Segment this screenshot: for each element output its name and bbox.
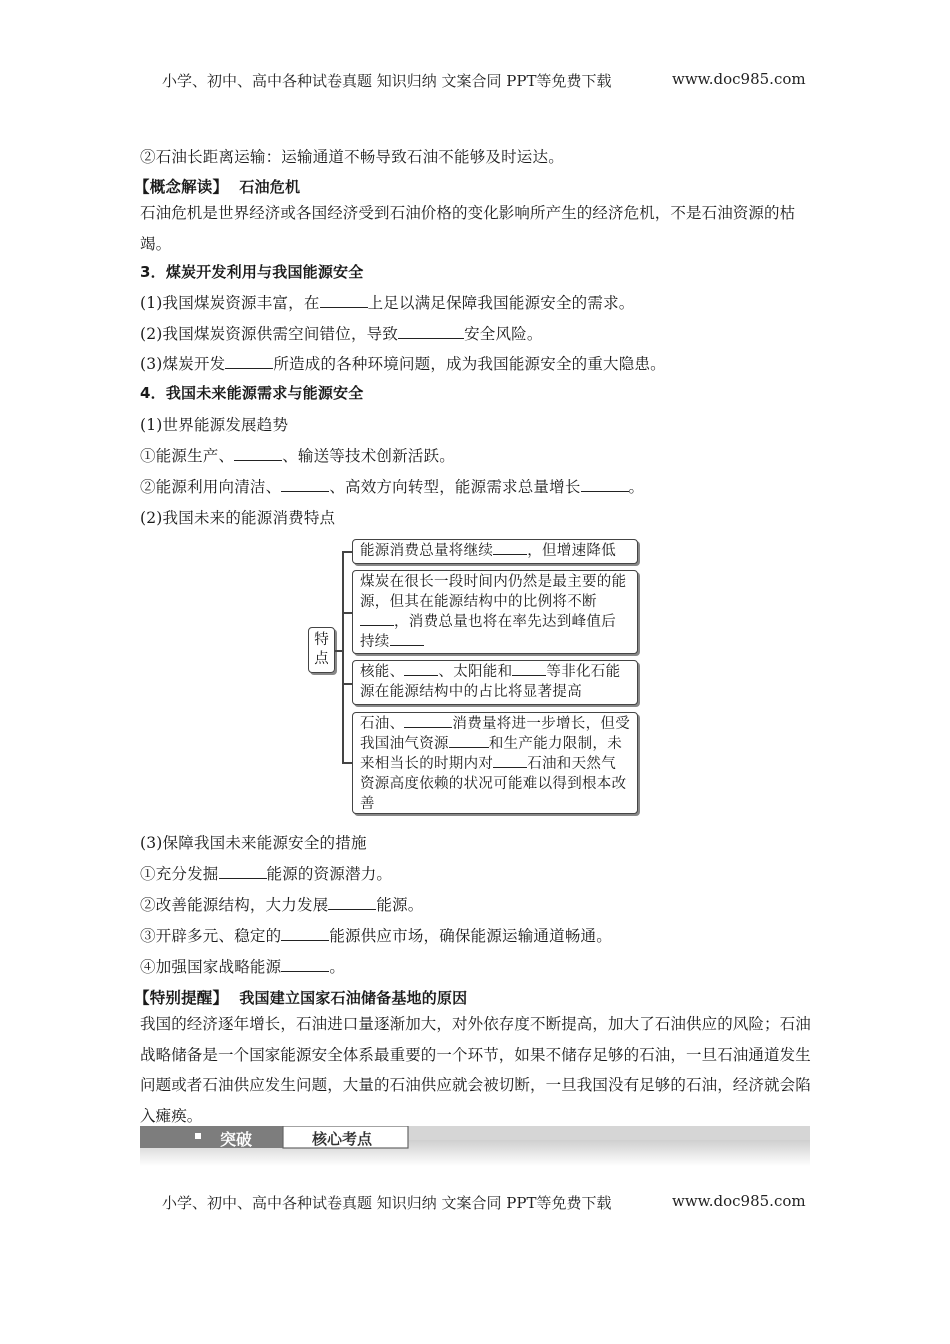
fill-blank[interactable] — [404, 714, 452, 728]
connector-line — [342, 551, 344, 763]
s4-3-item-2: ②改善能源结构，大力发展 能源。 — [140, 896, 424, 914]
fill-blank[interactable] — [581, 477, 629, 492]
tip-paragraph: 我国的经济逐年增长，石油进口量逐渐加大，对外依存度不断提高，加大了石油供应的风险；石油战略储备是一个国家能源安全体系最重要的一个环节，如果不储存足够的石油，一旦石油通道发生问题或者石油供应发生问题，大量的石油供应就会被切断，一旦我国没有足够的石油，经济就会陷入瘫痪。 — [140, 1015, 811, 1125]
connector-line — [335, 650, 342, 652]
connector-line — [342, 551, 352, 553]
s4-3-item-3: ③开辟多元、稳定的 能源供应市场，确保能源运输通道畅通。 — [140, 927, 612, 945]
banner-core-points: 核心考点 — [312, 1130, 373, 1148]
s4-sub-1: (1)世界能源发展趋势 — [140, 416, 289, 434]
oil-transport-line: ②石油长距离运输：运输通道不畅导致石油不能够及时运达。 — [140, 148, 564, 166]
fill-blank[interactable] — [328, 895, 376, 910]
s4-3-item-1: ①充分发掘 能源的资源潜力。 — [140, 865, 393, 883]
fill-blank[interactable] — [320, 293, 368, 308]
fill-blank[interactable] — [398, 324, 464, 339]
fill-blank[interactable] — [493, 754, 527, 768]
section-4-title: 4．我国未来能源需求与能源安全 — [140, 384, 364, 402]
fill-blank[interactable] — [281, 957, 329, 972]
concept-title: 石油危机 — [239, 178, 301, 196]
tip-tag: 【特别提醒】 — [134, 988, 229, 1007]
s4-1-item-1: ①能源生产、 、输送等技术创新活跃。 — [140, 447, 455, 465]
concept-tag: 【概念解读】 — [134, 177, 229, 196]
s3-item-1: (1)我国煤炭资源丰富，在 上足以满足保障我国能源安全的需求。 — [140, 294, 635, 312]
feature-box-coal: 煤炭在很长一段时间内仍然是最主要的能源，但其在能源结构中的比例将不断，消费总量也将在率先达到峰值后持续 — [352, 570, 638, 654]
s4-3-item-4: ④加强国家战略能源 。 — [140, 958, 346, 976]
fill-blank[interactable] — [225, 354, 273, 369]
s4-sub-2: (2)我国未来的能源消费特点 — [140, 509, 336, 527]
banner-breakthrough: 突破 — [220, 1130, 253, 1149]
footer-url[interactable]: www.doc985.com — [672, 1192, 806, 1210]
section-3-title: 3．煤炭开发利用与我国能源安全 — [140, 263, 364, 281]
tip-title: 我国建立国家石油储备基地的原因 — [239, 989, 468, 1007]
fill-blank[interactable] — [449, 734, 489, 748]
section-banner — [140, 1126, 810, 1166]
fill-blank[interactable] — [404, 662, 438, 676]
fill-blank[interactable] — [360, 612, 394, 626]
fill-blank[interactable] — [281, 926, 329, 941]
fill-blank[interactable] — [512, 662, 546, 676]
header-text: 小学、初中、高中各种试卷真题 知识归纳 文案合同 PPT等免费下载 — [162, 72, 612, 90]
fill-blank[interactable] — [234, 446, 282, 461]
connector-line — [342, 612, 352, 614]
concept-paragraph: 石油危机是世界经济或各国经济受到石油价格的变化影响所产生的经济危机，不是石油资源的枯竭。 — [140, 204, 796, 253]
fill-blank[interactable] — [390, 632, 424, 646]
tip-heading — [134, 986, 467, 1008]
diagram-root: 特 点 — [308, 627, 335, 673]
feature-box-total: 能源消费总量将继续 ，但增速降低 — [352, 539, 638, 564]
fill-blank[interactable] — [219, 864, 267, 879]
s4-sub-3: (3)保障我国未来能源安全的措施 — [140, 834, 367, 852]
fill-blank[interactable] — [493, 541, 527, 555]
connector-line — [342, 762, 352, 764]
concept-heading — [134, 175, 300, 197]
s4-1-item-2: ②能源利用向清洁、 、高效方向转型，能源需求总量增长 。 — [140, 478, 645, 496]
feature-box-oil-gas: 石油、 消费量将进一步增长，但受我国油气资源 和生产能力限制，未来相当长的时期内对 石油和天然气资源高度依赖的状况可能难以得到根本改善 — [352, 712, 638, 814]
s3-item-3: (3)煤炭开发 所造成的各种环境问题，成为我国能源安全的重大隐患。 — [140, 355, 666, 373]
s3-item-2: (2)我国煤炭资源供需空间错位，导致 安全风险。 — [140, 325, 543, 343]
fill-blank[interactable] — [281, 477, 329, 492]
footer-text: 小学、初中、高中各种试卷真题 知识归纳 文案合同 PPT等免费下载 — [162, 1194, 612, 1212]
feature-box-nonfossil: 核能、 、太阳能和 等非化石能源在能源结构中的占比将显著提高 — [352, 660, 638, 705]
connector-line — [342, 683, 352, 685]
header-url[interactable]: www.doc985.com — [672, 70, 806, 88]
